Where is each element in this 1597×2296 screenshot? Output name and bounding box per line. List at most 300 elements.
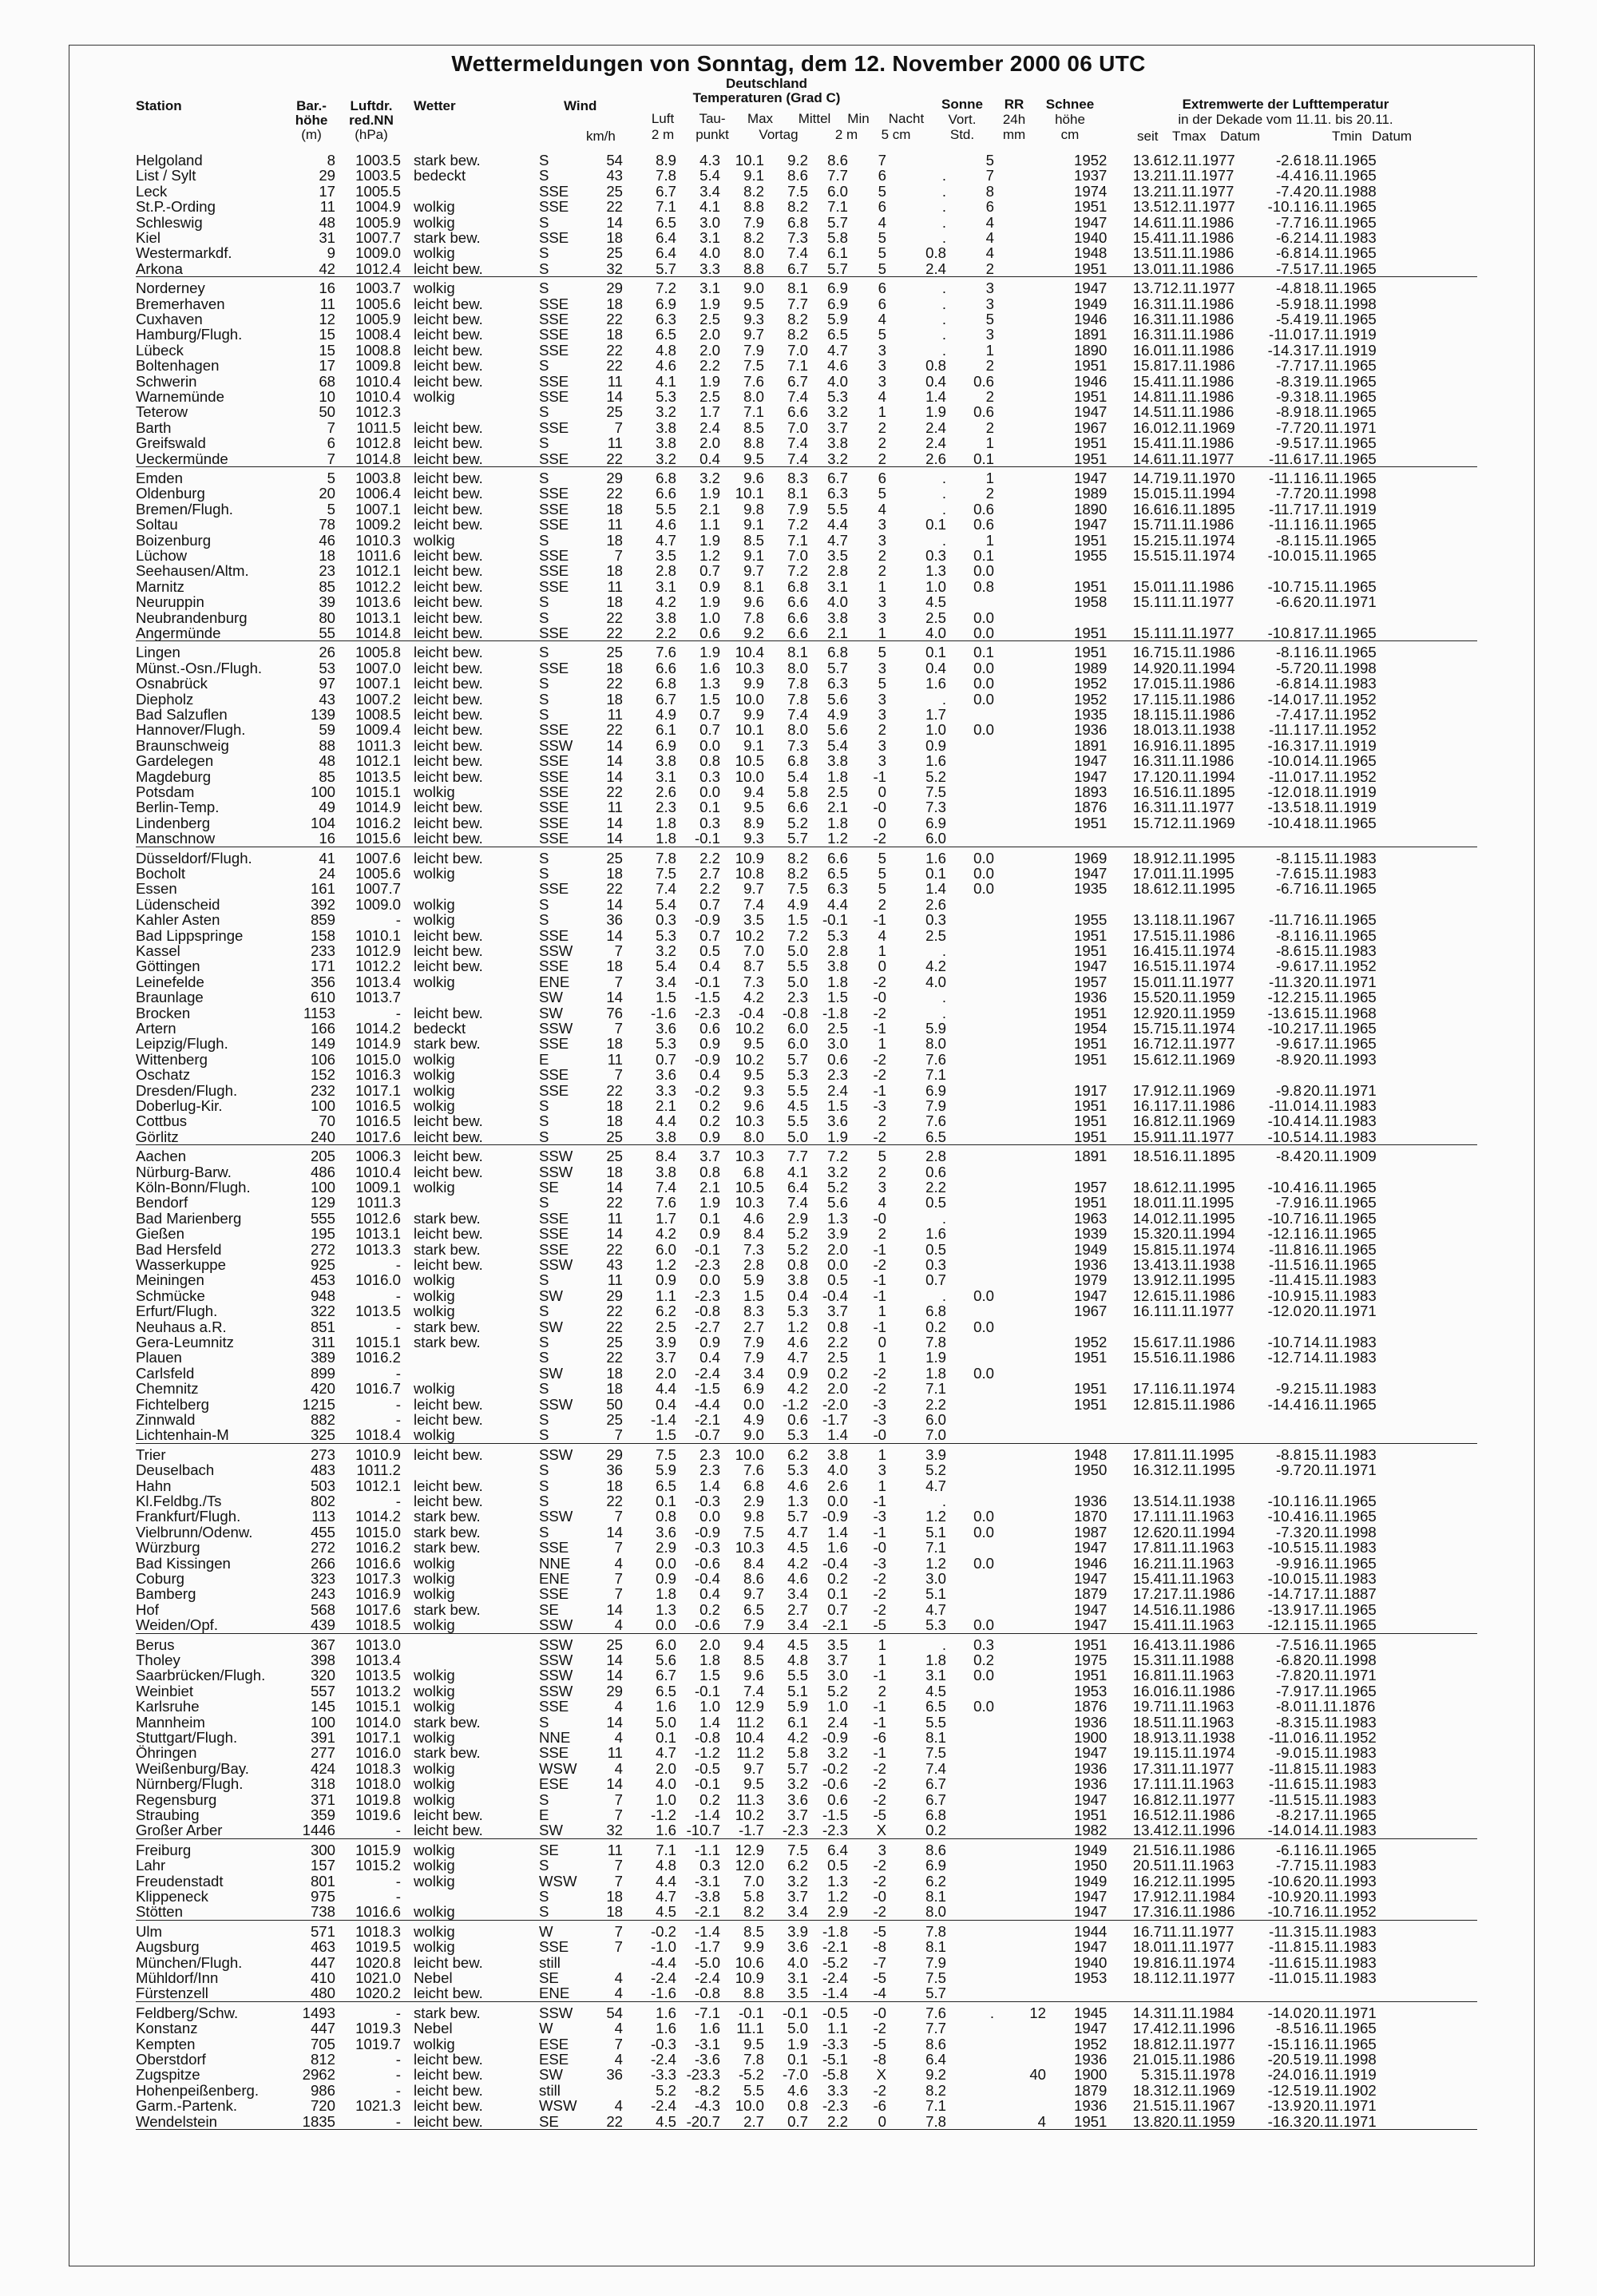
cell-mean-temp: 0.1 <box>787 2050 808 2068</box>
cell-height: 851 <box>310 1318 335 1335</box>
cell-min-temp: 4.0 <box>827 1461 848 1479</box>
cell-since: 1939 <box>1074 1225 1108 1243</box>
cell-tmax-date: 12.11.1996 <box>1162 2020 1235 2037</box>
cell-tmax: 15.6 <box>1132 1050 1162 1068</box>
cell-wind-dir: SSW <box>539 1636 573 1653</box>
cell-min-temp: 4.0 <box>827 593 848 611</box>
cell-since: 1951 <box>1074 1004 1108 1021</box>
cell-tmin-date: 20.11.1971 <box>1303 418 1377 436</box>
cell-height: 46 <box>319 531 335 549</box>
cell-tmax-date: 12.11.1977 <box>1162 2035 1235 2052</box>
cell-mean-temp: 6.0 <box>787 1035 808 1053</box>
cell-tmin: -11.4 <box>1268 1271 1302 1289</box>
cell-night-temp: -6 <box>873 1728 886 1746</box>
cell-tmin-date: 15.11.1965 <box>1303 531 1377 549</box>
cell-weather: stark bew. <box>414 1333 481 1350</box>
cell-weather: leicht bew. <box>414 1225 483 1243</box>
cell-tmax-date: 15.11.1986 <box>1162 690 1235 708</box>
cell-tmin-date: 18.11.1919 <box>1303 783 1377 800</box>
cell-dew-point: 3.1 <box>699 280 720 297</box>
cell-tmax-date: 16.11.1986 <box>1162 1349 1235 1366</box>
cell-tmax-date: 11.11.1963 <box>1162 1667 1234 1684</box>
cell-wind-speed: 29 <box>606 1287 623 1304</box>
cell-mean-temp: 1.3 <box>787 1492 808 1509</box>
cell-night-temp: -2 <box>873 1004 886 1021</box>
table-row <box>136 342 1477 359</box>
cell-air-temp: -2.4 <box>650 2050 676 2068</box>
cell-tmin: -10.1 <box>1267 198 1302 216</box>
cell-dew-point: 0.9 <box>699 1225 720 1243</box>
cell-mean-temp: 6.6 <box>787 609 808 626</box>
cell-max-temp: 7.0 <box>743 1872 764 1890</box>
cell-mean-temp: 4.8 <box>787 1651 808 1668</box>
cell-max-temp: 8.6 <box>743 1569 764 1587</box>
cell-height: 1215 <box>302 1395 335 1413</box>
cell-mean-temp: 7.4 <box>787 434 808 452</box>
cell-tmax: 18.9 <box>1132 849 1162 866</box>
cell-max-temp: 9.3 <box>743 1081 764 1099</box>
cell-tmax: 16.1 <box>1132 1096 1162 1114</box>
cell-rain: 8 <box>985 182 994 200</box>
cell-tmin: -9.7 <box>1275 1461 1302 1479</box>
cell-pressure: 1012.1 <box>355 562 401 580</box>
cell-tmin-date: 14.11.1983 <box>1303 675 1377 692</box>
cell-pressure: 1017.1 <box>355 1728 401 1746</box>
cell-max-temp: 12.0 <box>735 1857 764 1874</box>
cell-tmin-date: 17.11.1965 <box>1303 1682 1377 1699</box>
cell-dew-point: 2.1 <box>699 1178 720 1196</box>
cell-min-temp: -5.2 <box>822 1953 848 1971</box>
cell-dew-point: -0.1 <box>694 1240 720 1258</box>
cell-tmin-date: 18.11.1965 <box>1303 403 1377 421</box>
cell-weather: wolkig <box>414 198 455 216</box>
cell-height: 41 <box>319 849 335 866</box>
cell-sunshine: 8.6 <box>925 1841 946 1858</box>
cell-sunshine: 4.5 <box>925 1682 946 1699</box>
cell-mean-temp: 6.7 <box>787 260 808 277</box>
cell-air-temp: 2.9 <box>656 1539 676 1556</box>
cell-night-temp: 5 <box>878 1148 886 1165</box>
cell-mean-temp: 8.1 <box>787 485 808 502</box>
cell-mean-temp: 5.0 <box>787 1128 808 1145</box>
cell-tmin: -8.0 <box>1275 1698 1302 1715</box>
cell-weather: leicht bew. <box>414 926 483 944</box>
table-row <box>136 578 1477 595</box>
cell-tmin: -9.8 <box>1275 1081 1302 1099</box>
cell-sunshine: 2.2 <box>925 1395 946 1413</box>
cell-wind-speed: 22 <box>606 1492 623 1509</box>
cell-air-temp: 0.0 <box>656 1616 676 1634</box>
table-row <box>136 1524 1477 1541</box>
cell-air-temp: 3.8 <box>656 1128 676 1145</box>
cell-night-temp: -2 <box>873 1380 886 1398</box>
cell-since: 1936 <box>1074 2097 1108 2115</box>
cell-air-temp: 3.5 <box>656 547 676 564</box>
cell-since: 1949 <box>1074 295 1108 312</box>
cell-weather: leicht bew. <box>414 1255 483 1273</box>
cell-wind-speed: 11 <box>607 372 623 390</box>
cell-mean-temp: 8.6 <box>787 167 808 184</box>
cell-mean-temp: 4.0 <box>787 1953 808 1971</box>
cell-tmin: -11.8 <box>1268 1938 1302 1956</box>
cell-air-temp: 7.6 <box>656 644 676 661</box>
cell-wind-dir: S <box>539 895 549 913</box>
table-row <box>136 1020 1477 1037</box>
cell-wind-dir: ENE <box>539 1985 570 2002</box>
cell-station: Würzburg <box>136 1539 200 1556</box>
cell-weather: leicht bew. <box>414 736 483 754</box>
cell-pressure: 1013.1 <box>355 609 401 626</box>
cell-air-temp: 0.9 <box>656 1271 676 1289</box>
cell-mean-temp: 0.8 <box>787 1255 808 1273</box>
cell-mean-temp: 1.2 <box>787 1318 808 1335</box>
cell-weather: wolkig <box>414 2035 455 2052</box>
cell-weather: wolkig <box>414 911 455 929</box>
cell-weather: leicht bew. <box>414 625 483 641</box>
cell-pressure: 1017.1 <box>355 1081 401 1099</box>
cell-weather: leicht bew. <box>414 1445 483 1463</box>
cell-tmax: 16.5 <box>1132 958 1162 975</box>
cell-station: Freudenstadt <box>136 1872 224 1890</box>
cell-air-temp: -4.4 <box>650 1953 676 1971</box>
cell-tmin: -10.2 <box>1267 1019 1302 1037</box>
cell-sunshine: . <box>941 1492 946 1509</box>
cell-tmin-date: 16.11.1965 <box>1303 1492 1377 1509</box>
cell-min-temp: 6.3 <box>827 675 848 692</box>
cell-min-temp: 3.5 <box>827 1636 848 1653</box>
cell-sunshine: 0.8 <box>925 357 946 375</box>
cell-min-temp: 1.8 <box>827 767 848 785</box>
cell-mean-temp: 7.4 <box>787 450 808 467</box>
cell-since: 1947 <box>1074 767 1108 785</box>
cell-sunshine: 2.4 <box>925 434 946 452</box>
cell-station: Mühldorf/Inn <box>136 1969 219 1986</box>
cell-min-temp: 2.8 <box>827 562 848 580</box>
cell-tmin: -10.8 <box>1267 625 1302 641</box>
cell-tmax-date: 11.11.1963 <box>1162 1698 1234 1715</box>
cell-height: 568 <box>310 1600 335 1618</box>
cell-height: 738 <box>310 1903 335 1921</box>
cell-tmax: 13.9 <box>1132 1271 1162 1289</box>
table-row <box>136 1051 1477 1068</box>
cell-wind-speed: 18 <box>606 1903 623 1921</box>
cell-pressure: 1019.7 <box>355 2035 401 2052</box>
cell-wind-dir: S <box>539 705 549 723</box>
cell-wind-dir: SSE <box>539 659 569 676</box>
cell-weather: wolkig <box>414 973 455 990</box>
cell-height: 243 <box>310 1585 335 1603</box>
cell-station: Görlitz <box>136 1128 179 1145</box>
cell-sunshine: 7.1 <box>925 1066 946 1084</box>
cell-min-temp: 5.2 <box>827 1178 848 1196</box>
cell-air-temp: 1.6 <box>656 2020 676 2037</box>
cell-mean-temp: 7.8 <box>787 675 808 692</box>
cell-tmin: -10.7 <box>1267 1903 1302 1921</box>
cell-station: Mannheim <box>136 1713 205 1731</box>
cell-since: 1982 <box>1074 1822 1108 1839</box>
cell-max-temp: 9.3 <box>743 830 764 847</box>
cell-weather: wolkig <box>414 1775 455 1793</box>
cell-tmin-date: 16.11.1965 <box>1303 911 1377 929</box>
cell-weather: bedeckt <box>414 167 466 184</box>
cell-wind-speed: 11 <box>607 799 623 816</box>
cell-night-temp: -3 <box>873 1554 886 1572</box>
cell-tmax-date: 11.11.1986 <box>1162 372 1234 390</box>
cell-tmax-date: 15.11.1974 <box>1162 531 1235 549</box>
cell-sunshine: 6.0 <box>925 830 946 847</box>
cell-tmax: 13.7 <box>1132 280 1162 297</box>
cell-mean-temp: 7.1 <box>787 531 808 549</box>
cell-air-temp: -3.3 <box>650 2066 676 2084</box>
cell-max-temp: 9.7 <box>743 326 764 343</box>
cell-rain: 0.6 <box>973 403 994 421</box>
cell-height: 157 <box>310 1857 335 1874</box>
cell-wind-dir: SSW <box>539 1682 573 1699</box>
cell-station: Feldberg/Schw. <box>136 2004 239 2021</box>
cell-tmin: -10.1 <box>1267 1492 1302 1509</box>
cell-max-temp: 9.5 <box>743 799 764 816</box>
cell-max-temp: 10.3 <box>735 659 764 676</box>
cell-tmin-date: 20.11.1971 <box>1303 2004 1377 2021</box>
cell-tmax: 15.7 <box>1132 1019 1162 1037</box>
cell-tmax-date: 15.11.1986 <box>1162 1287 1235 1304</box>
cell-station: Oldenburg <box>136 485 205 502</box>
cell-weather: bedeckt <box>414 1019 466 1037</box>
cell-night-temp: -8 <box>873 2050 886 2068</box>
cell-tmin: -11.3 <box>1268 973 1302 990</box>
cell-sunshine: 4.7 <box>925 1600 946 1618</box>
cell-night-temp: -2 <box>873 973 886 990</box>
cell-sunshine: 7.9 <box>925 1953 946 1971</box>
cell-station: List / Sylt <box>136 167 196 184</box>
cell-min-temp: 3.8 <box>827 609 848 626</box>
cell-sunshine: 5.1 <box>925 1523 946 1541</box>
table-row <box>136 799 1477 815</box>
cell-air-temp: 5.3 <box>656 1035 676 1053</box>
cell-since: 1951 <box>1074 1395 1108 1413</box>
cell-tmin: -12.2 <box>1267 989 1302 1006</box>
cell-tmax-date: 11.11.1977 <box>1162 1922 1234 1940</box>
cell-sunshine: . <box>941 213 946 231</box>
cell-height: 31 <box>319 229 335 246</box>
cell-tmin-date: 15.11.1983 <box>1303 1271 1377 1289</box>
table-row <box>136 357 1477 374</box>
cell-pressure: 1016.9 <box>355 1585 401 1603</box>
table-row <box>136 1256 1477 1273</box>
cell-pressure: 1015.6 <box>355 830 401 847</box>
cell-height: 161 <box>310 880 335 898</box>
cell-pressure: 1016.3 <box>355 1066 401 1084</box>
cell-height: 975 <box>310 1887 335 1905</box>
cell-since: 1951 <box>1074 357 1108 375</box>
cell-mean-temp: 2.9 <box>787 1209 808 1227</box>
cell-tmax-date: 11.11.1984 <box>1162 2004 1234 2021</box>
cell-max-temp: 10.4 <box>735 644 764 661</box>
cell-since: 1891 <box>1074 736 1108 754</box>
cell-since: 1944 <box>1074 1922 1108 1940</box>
cell-weather: wolkig <box>414 1178 455 1196</box>
cell-max-temp: 8.8 <box>743 260 764 277</box>
cell-mean-temp: 3.6 <box>787 1790 808 1808</box>
cell-mean-temp: 3.2 <box>787 1872 808 1890</box>
cell-night-temp: -2 <box>873 1759 886 1777</box>
header-extrem-2: in der Dekade vom 11.11. bis 20.11. <box>1178 112 1393 127</box>
cell-max-temp: 10.1 <box>735 152 764 169</box>
cell-wind-speed: 18 <box>606 229 623 246</box>
cell-sunshine: 7.7 <box>925 2020 946 2037</box>
cell-max-temp: 9.5 <box>743 295 764 312</box>
cell-max-temp: 8.9 <box>743 814 764 831</box>
cell-height: 420 <box>310 1380 335 1398</box>
cell-tmax: 20.5 <box>1132 1857 1162 1874</box>
cell-pressure: - <box>395 1822 401 1839</box>
cell-rain: 0.0 <box>973 864 994 882</box>
cell-weather: stark bew. <box>414 1318 481 1335</box>
cell-snow: 4 <box>1037 2112 1046 2130</box>
cell-wind-dir: SSW <box>539 1255 573 1273</box>
cell-min-temp: 7.1 <box>827 198 848 216</box>
cell-dew-point: -0.1 <box>694 973 720 990</box>
cell-min-temp: 1.3 <box>827 1209 848 1227</box>
table-row <box>136 815 1477 831</box>
cell-pressure: 1004.9 <box>355 198 401 216</box>
cell-station: Zinnwald <box>136 1410 196 1428</box>
cell-tmax-date: 11.11.1986 <box>1162 434 1234 452</box>
cell-tmin: -2.6 <box>1275 152 1302 169</box>
cell-height: 1835 <box>302 2112 335 2130</box>
cell-tmax: 18.6 <box>1132 880 1162 898</box>
cell-night-temp: 3 <box>878 531 886 549</box>
cell-station: Zugspitze <box>136 2066 200 2084</box>
cell-tmax: 12.8 <box>1132 1395 1162 1413</box>
cell-tmin: -11.7 <box>1268 911 1302 929</box>
cell-tmax-date: 12.11.1984 <box>1162 1887 1235 1905</box>
cell-dew-point: 0.2 <box>699 1600 720 1618</box>
cell-height: 20 <box>319 485 335 502</box>
cell-max-temp: 4.2 <box>743 989 764 1006</box>
cell-tmax: 15.4 <box>1132 372 1162 390</box>
cell-since: 1957 <box>1074 973 1108 990</box>
cell-min-temp: 0.7 <box>827 1600 848 1618</box>
cell-max-temp: 7.8 <box>743 2050 764 2068</box>
cell-height: 17 <box>319 182 335 200</box>
cell-air-temp: 6.1 <box>656 721 676 739</box>
cell-height: 447 <box>310 2020 335 2037</box>
cell-mean-temp: 3.9 <box>787 1922 808 1940</box>
cell-tmin: -11.6 <box>1268 450 1302 467</box>
cell-rain: 0.0 <box>973 690 994 708</box>
cell-night-temp: X <box>876 1822 886 1839</box>
cell-dew-point: -3.1 <box>694 2035 720 2052</box>
cell-wind-speed: 22 <box>606 1349 623 1366</box>
cell-tmax-date: 15.11.1974 <box>1162 1019 1235 1037</box>
cell-wind-speed: 14 <box>606 767 623 785</box>
cell-mean-temp: 5.9 <box>787 1698 808 1715</box>
cell-pressure: 1018.3 <box>355 1922 401 1940</box>
cell-pressure: 1008.8 <box>355 341 401 359</box>
cell-dew-point: 2.3 <box>699 1461 720 1479</box>
cell-wind-speed: 54 <box>606 152 623 169</box>
cell-mean-temp: 7.7 <box>787 1148 808 1165</box>
cell-wind-dir: SSE <box>539 516 569 533</box>
cell-since: 1967 <box>1074 418 1108 436</box>
table-row <box>136 167 1477 184</box>
cell-tmin: -16.3 <box>1267 2112 1302 2130</box>
cell-height: 325 <box>310 1426 335 1444</box>
table-row <box>136 1760 1477 1777</box>
cell-tmax-date: 13.11.1938 <box>1162 721 1235 739</box>
cell-sunshine: . <box>941 341 946 359</box>
cell-max-temp: 5.5 <box>743 2081 764 2099</box>
cell-since: 1951 <box>1074 942 1108 959</box>
cell-sunshine: 0.8 <box>925 244 946 262</box>
cell-weather: leicht bew. <box>414 659 483 676</box>
cell-tmin-date: 15.11.1965 <box>1303 577 1377 595</box>
cell-weather: wolkig <box>414 1380 455 1398</box>
cell-night-temp: 1 <box>878 403 886 421</box>
table-row <box>136 911 1477 928</box>
cell-max-temp: 9.5 <box>743 2035 764 2052</box>
cell-air-temp: 5.2 <box>656 2081 676 2099</box>
cell-night-temp: -2 <box>873 1775 886 1793</box>
cell-air-temp: 7.5 <box>656 864 676 882</box>
cell-wind-speed: 29 <box>606 470 623 486</box>
cell-pressure: 1013.4 <box>355 973 401 990</box>
cell-tmax: 18.5 <box>1132 1713 1162 1731</box>
cell-height: 17 <box>319 357 335 375</box>
cell-mean-temp: 3.7 <box>787 1887 808 1905</box>
cell-wind-speed: 25 <box>606 403 623 421</box>
cell-height: 12 <box>319 310 335 327</box>
cell-max-temp: -0.1 <box>738 2004 764 2021</box>
cell-pressure: 1016.2 <box>355 1349 401 1366</box>
cell-pressure: 1015.1 <box>355 783 401 800</box>
cell-night-temp: -1 <box>873 1318 886 1335</box>
cell-sunshine: . <box>941 485 946 502</box>
cell-tmax: 16.8 <box>1132 1790 1162 1808</box>
cell-station: Lübeck <box>136 341 184 359</box>
cell-sunshine: 5.7 <box>925 1985 946 2002</box>
cell-dew-point: -8.2 <box>694 2081 720 2099</box>
cell-max-temp: 7.0 <box>743 942 764 959</box>
cell-dew-point: -0.1 <box>694 1682 720 1699</box>
cell-dew-point: 2.3 <box>699 1445 720 1463</box>
cell-since: 1947 <box>1074 1287 1108 1304</box>
cell-night-temp: 2 <box>878 1112 886 1130</box>
cell-mean-temp: 6.6 <box>787 593 808 611</box>
cell-night-temp: -2 <box>873 1903 886 1921</box>
cell-dew-point: 1.1 <box>699 516 720 533</box>
cell-wind-dir: S <box>539 167 549 184</box>
cell-weather: wolkig <box>414 244 455 262</box>
cell-night-temp: 1 <box>878 1636 886 1653</box>
cell-tmax-date: 12.11.1996 <box>1162 1822 1235 1839</box>
cell-pressure: - <box>395 2066 401 2084</box>
cell-min-temp: -1.8 <box>822 1922 848 1940</box>
cell-max-temp: 9.0 <box>743 1426 764 1444</box>
cell-min-temp: 2.0 <box>827 1380 848 1398</box>
cell-height: 166 <box>310 1019 335 1037</box>
cell-dew-point: 2.0 <box>699 434 720 452</box>
cell-wind-dir: S <box>539 1128 549 1145</box>
cell-tmax: 16.7 <box>1132 1922 1162 1940</box>
cell-tmax-date: 17.11.1986 <box>1162 1333 1235 1350</box>
cell-sunshine: 5.2 <box>925 767 946 785</box>
cell-weather: leicht bew. <box>414 326 483 343</box>
cell-weather: wolkig <box>414 1096 455 1114</box>
cell-tmin-date: 14.11.1983 <box>1303 1096 1377 1114</box>
cell-mean-temp: 6.2 <box>787 1445 808 1463</box>
